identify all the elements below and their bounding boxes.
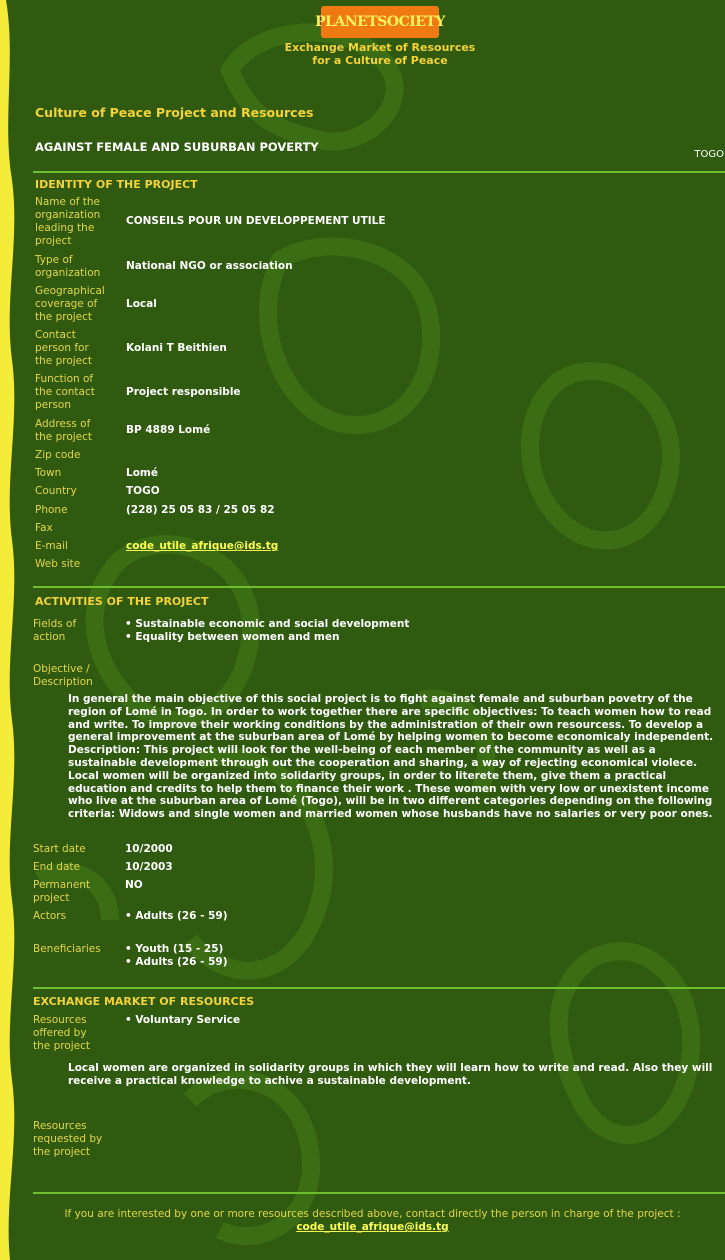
label-geographical-coverage: Geographical coverage of the project (35, 285, 105, 323)
exchange-heading: EXCHANGE MARKET OF RESOURCES (33, 995, 255, 1008)
value-town: Lomé (126, 467, 158, 479)
footer-contact-text: If you are interested by one or more resources described above, contact directly the person in charge of the project : (64, 1208, 681, 1220)
list-item: • Adults (26 - 59) (125, 910, 228, 923)
label-country: Country (35, 485, 77, 497)
label-resources-offered: Resources offered by the project (33, 1014, 91, 1052)
list-item: • Sustainable economic and social development (125, 618, 409, 631)
actors-list (125, 910, 228, 923)
fields-of-action-list (125, 618, 409, 644)
value-organization-name: CONSEILS POUR UN DEVELOPPEMENT UTILE (126, 215, 386, 227)
label-address: Address of the project (35, 418, 93, 443)
label-objective: Objective / Description (33, 663, 93, 688)
label-organization-name: Name of the organization leading the project (35, 196, 101, 247)
label-contact-function: Function of the contact person (35, 373, 95, 411)
activities-heading: ACTIVITIES OF THE PROJECT (35, 595, 209, 608)
value-permanent-project: NO (125, 879, 143, 891)
label-email: E-mail (35, 540, 68, 552)
label-website: Web site (35, 558, 81, 570)
label-phone: Phone (35, 504, 68, 516)
list-item: • Equality between women and men (125, 631, 409, 644)
value-contact-person: Kolani T Beithien (126, 342, 227, 354)
list-item: • Youth (15 - 25) (125, 943, 228, 956)
section-title: Culture of Peace Project and Resources (35, 105, 314, 120)
divider (33, 171, 725, 173)
email-link[interactable]: code_utile_afrique@ids.tg (126, 540, 279, 552)
identity-heading: IDENTITY OF THE PROJECT (35, 178, 198, 191)
label-contact-person: Contact person for the project (35, 329, 93, 367)
list-item: • Voluntary Service (125, 1014, 240, 1027)
value-country: TOGO (126, 485, 160, 497)
divider (33, 586, 725, 588)
value-start-date: 10/2000 (125, 843, 173, 855)
value-geographical-coverage: Local (126, 298, 157, 310)
footer-email-link[interactable]: code_utile_afrique@ids.tg (296, 1221, 449, 1233)
resources-offered-description: Local women are organized in solidarity groups in which they will learn how to write and read. Also they will receive a practical knowledge to achive a sustainable development. (68, 1062, 713, 1087)
value-phone: (228) 25 05 83 / 25 05 82 (126, 504, 275, 516)
value-address: BP 4889 Lomé (126, 424, 211, 436)
value-contact-function: Project responsible (126, 386, 241, 398)
objective-description: In general the main objective of this social project is to fight against female and suburban povetry of the region of Lomé in Togo. In order to work together there are specific objectives: To teach women how to read and write. To improve their working conditions by the administration of their own resourcess. To develop a general improvement at the suburban area of Lomé by helping women to become economicaly independent. Description: This project will look for the well-being of each member of the community as well as a sustainable development through out the cooperation and sharing, a way of rejecting economical violece. Local women will be organized into solidarity groups, in order to literete them, give them a practical education and credits to help them to finance their work . These women with very low or unexistent income who live at the suburban area of Lomé (Togo), will be in two different categories depending on the following criteria: Widows and single women and married women whose husbands have no salaries or very poor ones. (68, 693, 714, 821)
planet-society-logo[interactable]: PLANETSOCIETY (321, 6, 439, 38)
label-zip-code: Zip code (35, 449, 81, 461)
label-end-date: End date (33, 861, 80, 873)
label-permanent-project: Permanent project (33, 879, 91, 904)
label-town: Town (35, 467, 62, 479)
divider (33, 987, 725, 989)
value-end-date: 10/2003 (125, 861, 173, 873)
label-fax: Fax (35, 522, 53, 534)
label-fields-of-action: Fields of action (33, 618, 77, 643)
value-organization-type: National NGO or association (126, 260, 293, 272)
project-title: AGAINST FEMALE AND SUBURBAN POVERTY (35, 140, 319, 154)
resources-offered-list (125, 1014, 240, 1027)
label-resources-requested: Resources requested by the project (33, 1120, 103, 1158)
divider (33, 1192, 725, 1194)
label-start-date: Start date (33, 843, 86, 855)
tagline-line-2: for a Culture of Peace (312, 54, 448, 67)
footer-email-wrapper (20, 1221, 725, 1233)
label-beneficiaries: Beneficiaries (33, 943, 101, 955)
tagline-line-1: Exchange Market of Resources (284, 41, 476, 54)
list-item: • Adults (26 - 59) (125, 956, 228, 969)
country-tag: TOGO (694, 149, 724, 160)
beneficiaries-list (125, 943, 228, 969)
label-organization-type: Type of organization (35, 254, 101, 279)
label-actors: Actors (33, 910, 67, 922)
